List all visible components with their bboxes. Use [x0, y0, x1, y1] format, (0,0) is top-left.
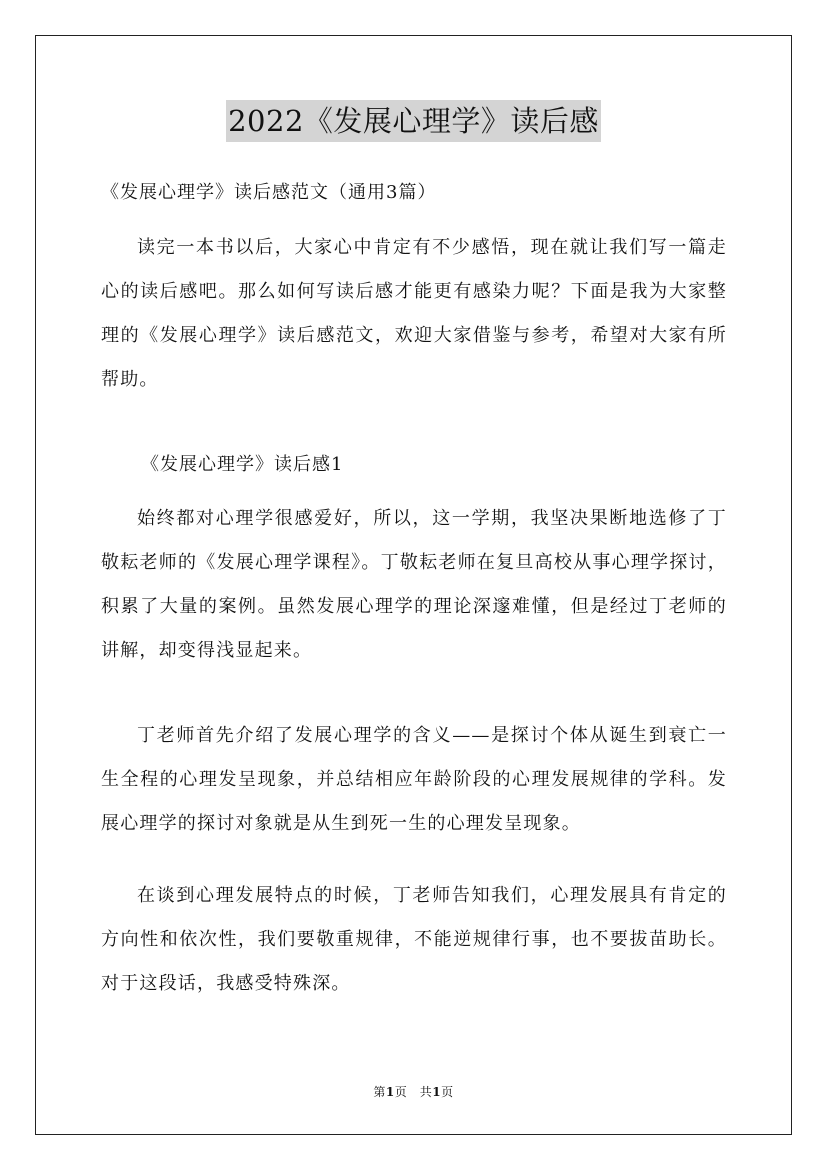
title-container: [0, 100, 827, 142]
footer-page-prefix: 第: [373, 1085, 386, 1099]
footer-page-mid: 页 共: [394, 1085, 433, 1099]
document-title: 2022《发展心理学》读后感: [226, 100, 601, 142]
page-footer: [0, 1083, 827, 1100]
footer-page-total: 1: [432, 1085, 442, 1099]
document-subtitle: 《发展心理学》读后感范文（通用3篇）: [101, 182, 437, 203]
body-paragraph-3: 在谈到心理发展特点的时候，丁老师告知我们，心理发展具有肯定的方向性和依次性，我们要敬重规律，不能逆规律行事，也不要拔苗助长。对于这段话，我感受特殊深。: [101, 885, 727, 994]
section-heading: 《发展心理学》读后感1: [141, 454, 344, 475]
body-paragraph-2: 丁老师首先介绍了发展心理学的含义——是探讨个体从诞生到衰亡一生全程的心理发呈现象，并总结相应年龄阶段的心理发展规律的学科。发展心理学的探讨对象就是从生到死一生的心理发呈现象。: [101, 725, 727, 834]
footer-page-suffix: 页: [441, 1085, 454, 1099]
footer-page-current: 1: [385, 1085, 395, 1099]
body-paragraph-1: 始终都对心理学很感爱好，所以，这一学期，我坚决果断地选修了丁敬耘老师的《发展心理学课程》。丁敬耘老师在复旦高校从事心理学探讨，积累了大量的案例。虽然发展心理学的理论深邃难懂，但是经过丁老师的讲解，却变得浅显起来。: [101, 508, 727, 661]
intro-paragraph: 读完一本书以后，大家心中肯定有不少感悟，现在就让我们写一篇走心的读后感吧。那么如何写读后感才能更有感染力呢？下面是我为大家整理的《发展心理学》读后感范文，欢迎大家借鉴与参考，希望对大家有所帮助。: [101, 237, 727, 390]
